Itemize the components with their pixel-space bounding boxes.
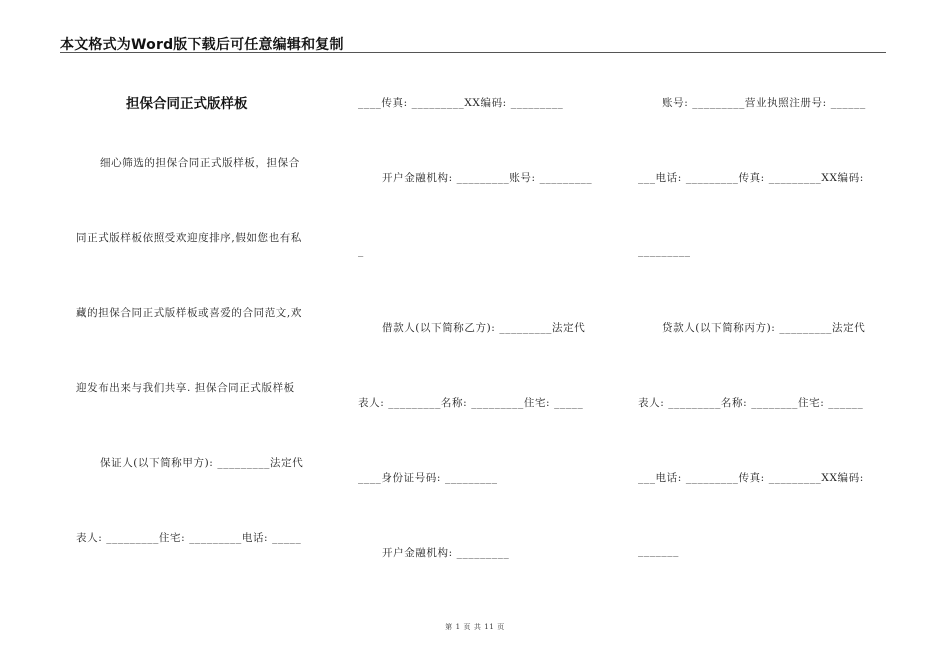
body-line: 藏的担保合同正式版样板或喜爱的合同范文,欢 [76,307,302,319]
body-line: 借款人(以下简称乙方): _________法定代 [382,322,586,334]
body-line: _ [358,245,364,257]
body-line: 保证人(以下简称甲方): _________法定代 [100,457,304,469]
body-line: 表人: _________名称: ________住宅: ______ [638,397,864,409]
page-number: 第 1 页 共 11 页 [445,623,505,631]
body-line: 表人: _________住宅: _________电话: _____ [76,532,302,544]
header-divider [60,52,886,53]
body-line: _________ [638,245,691,257]
body-line: 表人: _________名称: _________住宅: _____ [358,397,584,409]
body-line: 开户金融机构: _________账号: _________ [382,172,593,184]
body-line: 开户金融机构: _________ [382,547,510,559]
page-header-title: 本文格式为Word版下载后可任意编辑和复制 [60,37,344,53]
body-line: ___电话: _________传真: _________XX编码: [638,472,864,484]
body-line: _______ [638,545,679,557]
document-title: 担保合同正式版样板 [126,96,248,112]
body-line: ___电话: _________传真: _________XX编码: [638,172,864,184]
body-line: 迎发布出来与我们共享. 担保合同正式版样板 [76,382,295,394]
body-line: ____传真: _________XX编码: _________ [358,97,564,109]
body-line: 贷款人(以下简称丙方): _________法定代 [662,322,866,334]
body-line: ____身份证号码: _________ [358,472,498,484]
body-line: 账号: _________营业执照注册号: ______ [662,97,866,109]
body-line: 同正式版样板依照受欢迎度排序,假如您也有私 [76,232,302,244]
body-line: 细心筛选的担保合同正式版样板，担保合 [100,157,300,169]
